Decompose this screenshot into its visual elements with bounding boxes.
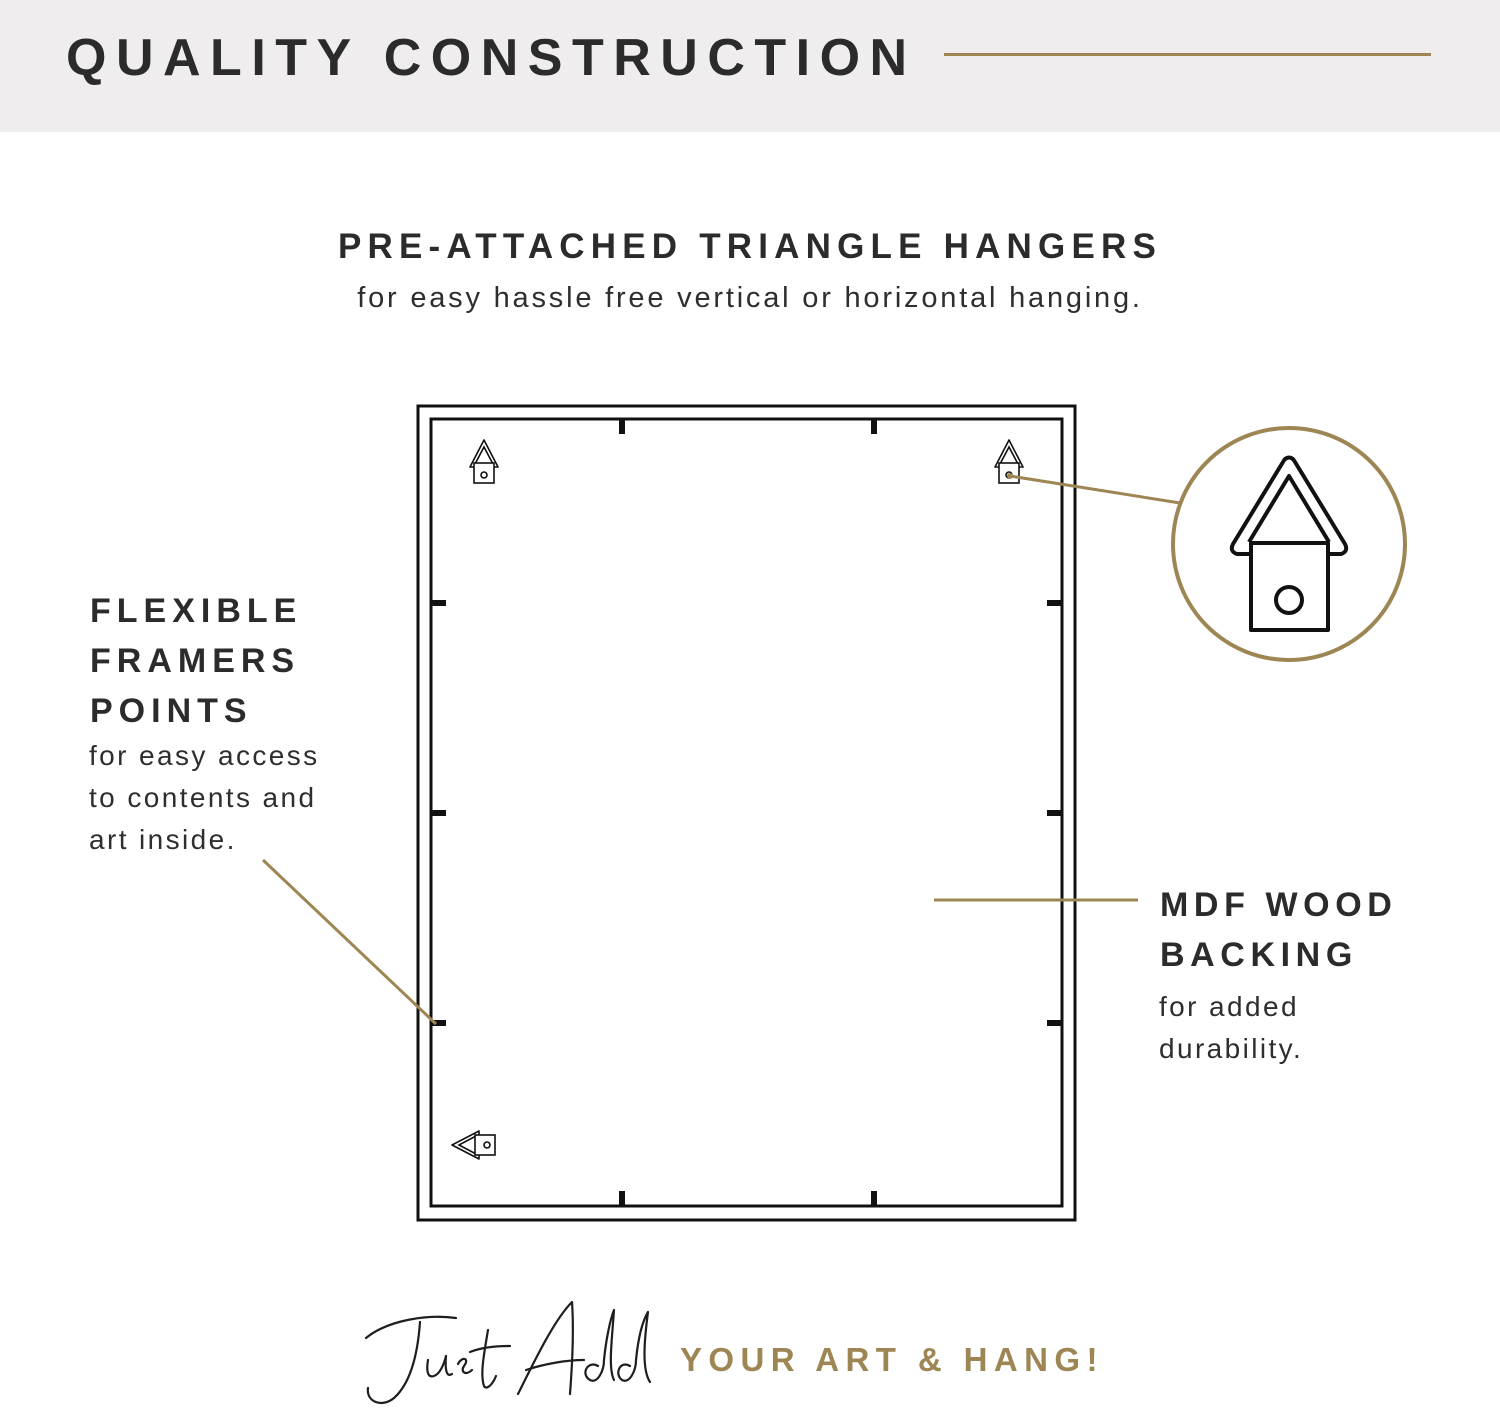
framer-point-tab [619, 420, 625, 434]
footer-tagline: YOUR ART & HANG! [680, 1341, 1104, 1378]
hanger-leader-line [1010, 476, 1180, 503]
backing-board [431, 419, 1062, 1206]
backing-description-line: for added [1159, 991, 1299, 1022]
framer-point-tab [619, 1191, 625, 1205]
framer-point-tab [1047, 1020, 1061, 1026]
page-title: QUALITY CONSTRUCTION [66, 29, 917, 87]
frame-outer-edge [418, 406, 1075, 1220]
framer-points-heading-line: FRAMERS [90, 642, 301, 680]
hangers-heading: PRE-ATTACHED TRIANGLE HANGERS [337, 227, 1163, 266]
just-add-script-logo [358, 1290, 658, 1410]
triangle-hanger-icon [470, 440, 498, 483]
hangers-description: for easy hassle free vertical or horizontal hanging. [357, 282, 1143, 314]
framer-points-heading-line: FLEXIBLE [90, 592, 303, 630]
framer-point-tab [1047, 600, 1061, 606]
triangle-hanger-icon [452, 1131, 495, 1159]
framer-points-description-line: for easy access [89, 740, 320, 771]
framer-points-heading-line: POINTS [90, 692, 253, 730]
backing-heading-line: MDF WOOD [1160, 886, 1398, 924]
backing-description-line: durability. [1159, 1033, 1304, 1064]
framer-points-description-line: to contents and [89, 782, 317, 813]
framer-point-tab [871, 420, 877, 434]
framer-point-tab [432, 810, 446, 816]
hanger-leader-dot [1007, 473, 1013, 479]
backing-heading-line: BACKING [1160, 936, 1358, 974]
framer-point-tab [871, 1191, 877, 1205]
framer-points-description-line: art inside. [89, 824, 237, 855]
framer-points-leader-line [263, 860, 436, 1024]
framer-point-tab [1047, 810, 1061, 816]
framer-point-tab [432, 600, 446, 606]
